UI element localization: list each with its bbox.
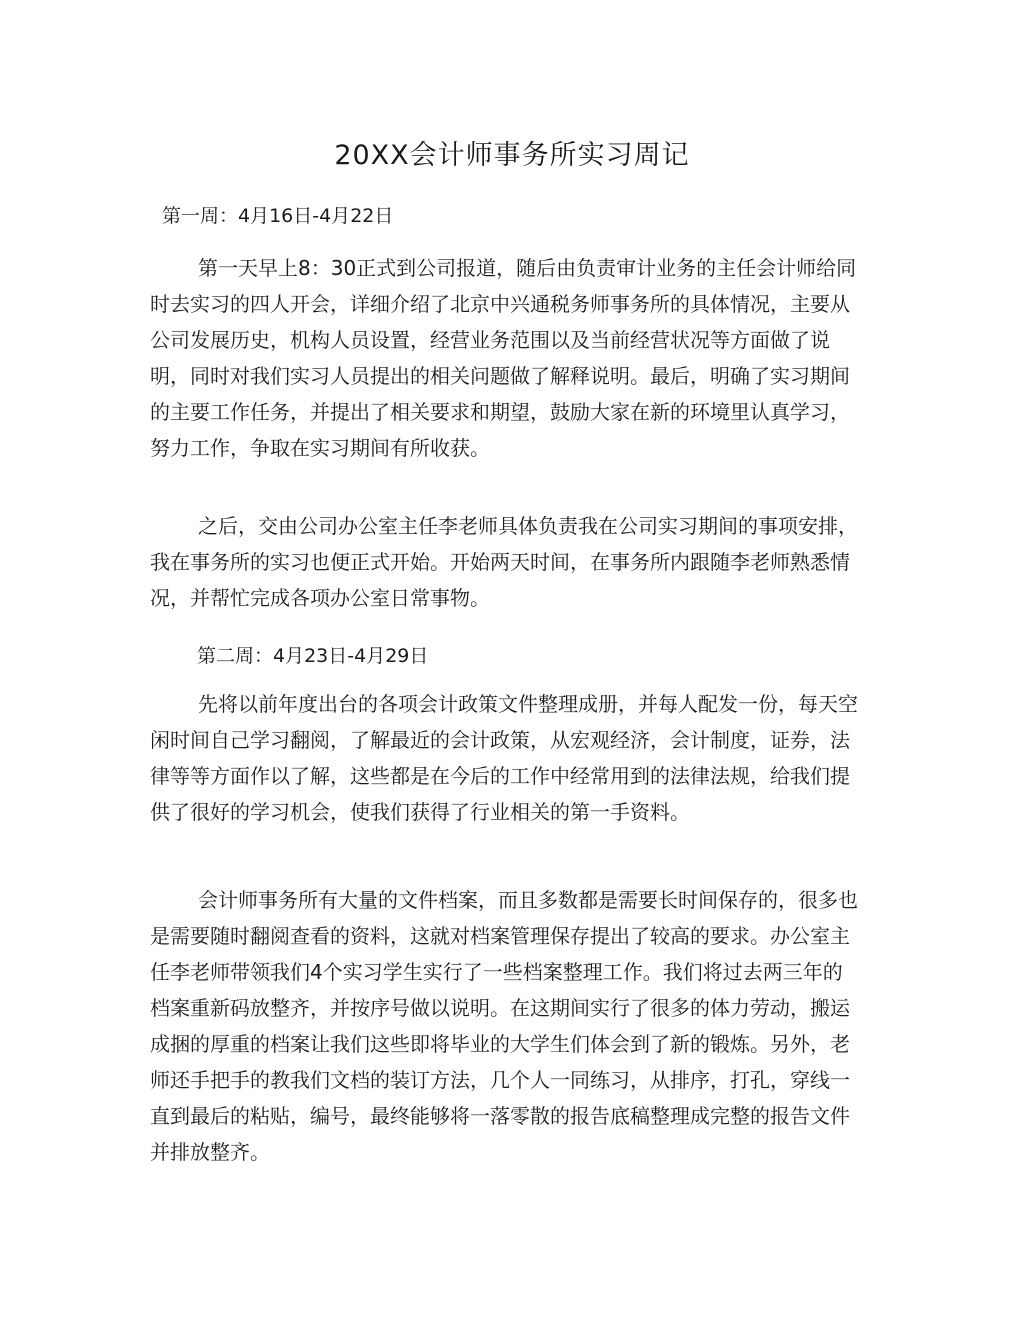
document-title: 20XX会计师事务所实习周记 [334,140,690,171]
week1-heading: 第一周：4月16日-4月22日 [162,205,394,227]
paragraph-policy-study: 先将以前年度出台的各项会计政策文件整理成册，并每人配发一份，每天空闲时间自己学习翻阅，了解最近的会计政策，从宏观经济，会计制度，证券，法律等等方面作以了解，这些都是在今后的工作中经常用到的法律法规，给我们提供了很好的学习机会，使我们获得了行业相关的第一手资料。 [150,692,858,824]
paragraph-archive-work: 会计师事务所有大量的文件档案，而且多数都是需要长时间保存的，很多也是需要随时翻阅查看的资料，这就对档案管理保存提出了较高的要求。办公室主任李老师带领我们4个实习学生实行了一些档案整理工作。我们将过去两三年的档案重新码放整齐，并按序号做以说明。在这期间实行了很多的体力劳动，搬运成捆的厚重的档案让我们这些即将毕业的大学生们体会到了新的锻炼。另外，老师还手把手的教我们文档的装订方法，几个人一同练习，从排序，打孔，穿线一直到最后的粘贴，编号，最终能够将一落零散的报告底稿整理成完整的报告文件并排放整齐。 [150,888,858,1164]
week2-heading: 第二周：4月23日-4月29日 [197,645,429,667]
paragraph-arrangement: 之后，交由公司办公室主任李老师具体负责我在公司实习期间的事项安排，我在事务所的实习也便正式开始。开始两天时间，在事务所内跟随李老师熟悉情况，并帮忙完成各项办公室日常事物。 [150,514,858,610]
paragraph-first-day: 第一天早上8：30正式到公司报道，随后由负责审计业务的主任会计师给同时去实习的四人开会，详细介绍了北京中兴通税务师事务所的具体情况，主要从公司发展历史，机构人员设置，经营业务范围以及当前经营状况等方面做了说明，同时对我们实习人员提出的相关问题做了解释说明。最后，明确了实习期间的主要工作任务，并提出了相关要求和期望，鼓励大家在新的环境里认真学习，努力工作，争取在实习期间有所收获。 [150,256,857,460]
